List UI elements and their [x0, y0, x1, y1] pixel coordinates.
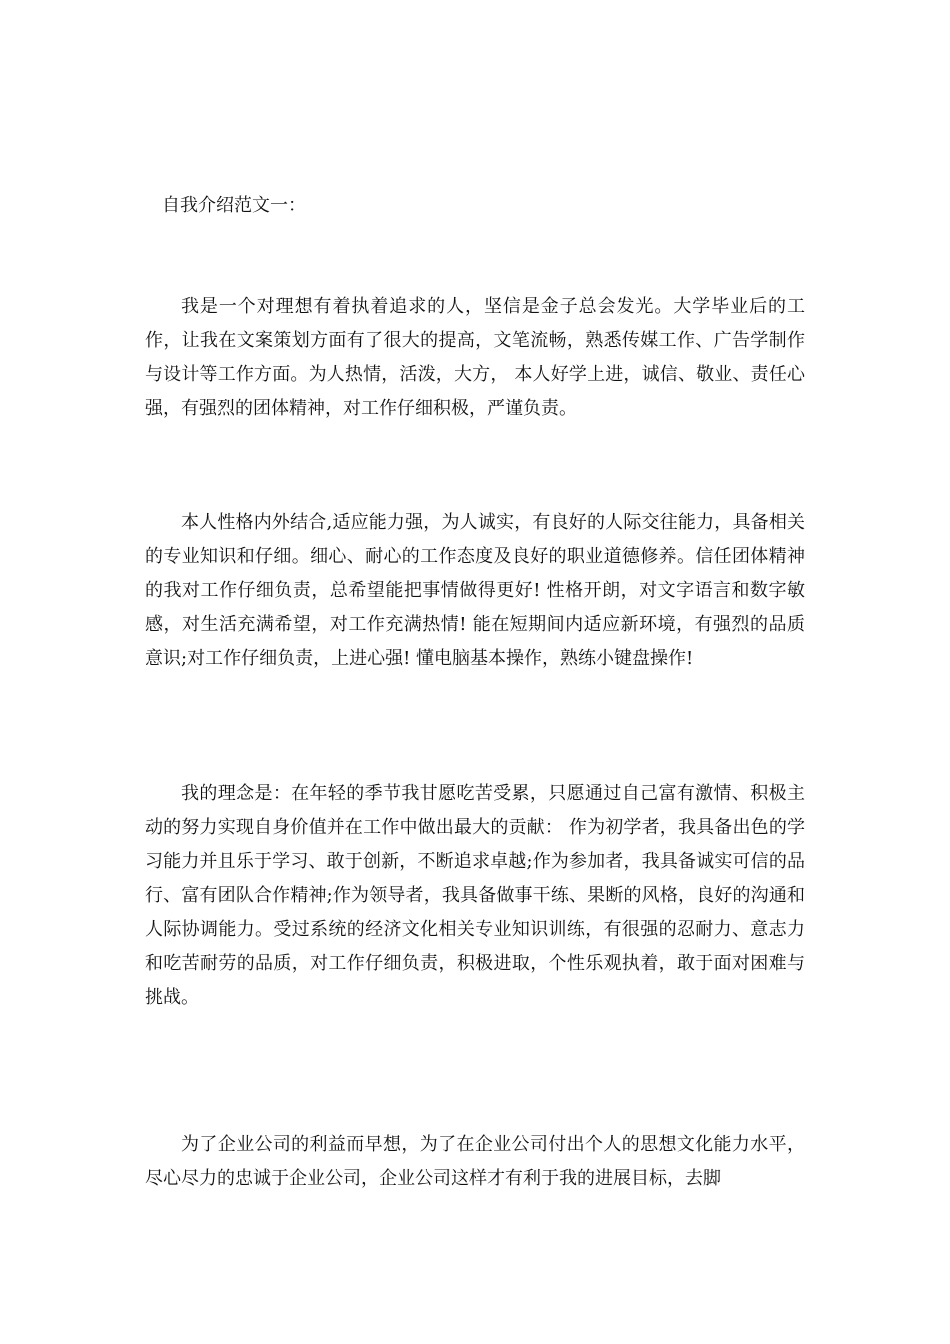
document-heading: 自我介绍范文一： — [162, 195, 306, 216]
paragraph-1: 我是一个对理想有着执着追求的人，坚信是金子总会发光。大学毕业后的工作，让我在文案策划方面有了很大的提高，文笔流畅，熟悉传媒工作、广告学制作与设计等工作方面。为人热情，活泼，大方， 本人好学上进，诚信、敬业、责任心强，有强烈的团体精神，对工作仔细积极，严谨负责。 — [145, 296, 805, 419]
paragraph-4: 为了企业公司的利益而早想，为了在企业公司付出个人的思想文化能力水平，尽心尽力的忠诚于企业公司，企业公司这样才有利于我的进展目标，去脚 — [145, 1134, 805, 1189]
paragraph-3: 我的理念是：在年轻的季节我甘愿吃苦受累，只愿通过自己富有激情、积极主动的努力实现自身价值并在工作中做出最大的贡献： 作为初学者，我具备出色的学习能力并且乐于学习、敢于创新，不断追求卓越;作为参加者，我具备诚实可信的品行、富有团队合作精神;作为领导者，我具备做事干练、果断的风格，良好的沟通和人际协调能力。受过系统的经济文化相关专业知识训练，有很强的忍耐力、意志力和吃苦耐劳的品质，对工作仔细负责，积极进取，个性乐观执着，敢于面对困难与挑战。 — [145, 783, 805, 1008]
paragraph-2: 本人性格内外结合,适应能力强，为人诚实，有良好的人际交往能力，具备相关的专业知识和仔细。细心、耐心的工作态度及良好的职业道德修养。信任团体精神的我对工作仔细负责，总希望能把事情做得更好! 性格开朗，对文字语言和数字敏感，对生活充满希望，对工作充满热情! 能在短期间内适应新环境，有强烈的品质意识;对工作仔细负责，上进心强! 懂电脑基本操作，熟练小键盘操作! — [145, 512, 805, 669]
